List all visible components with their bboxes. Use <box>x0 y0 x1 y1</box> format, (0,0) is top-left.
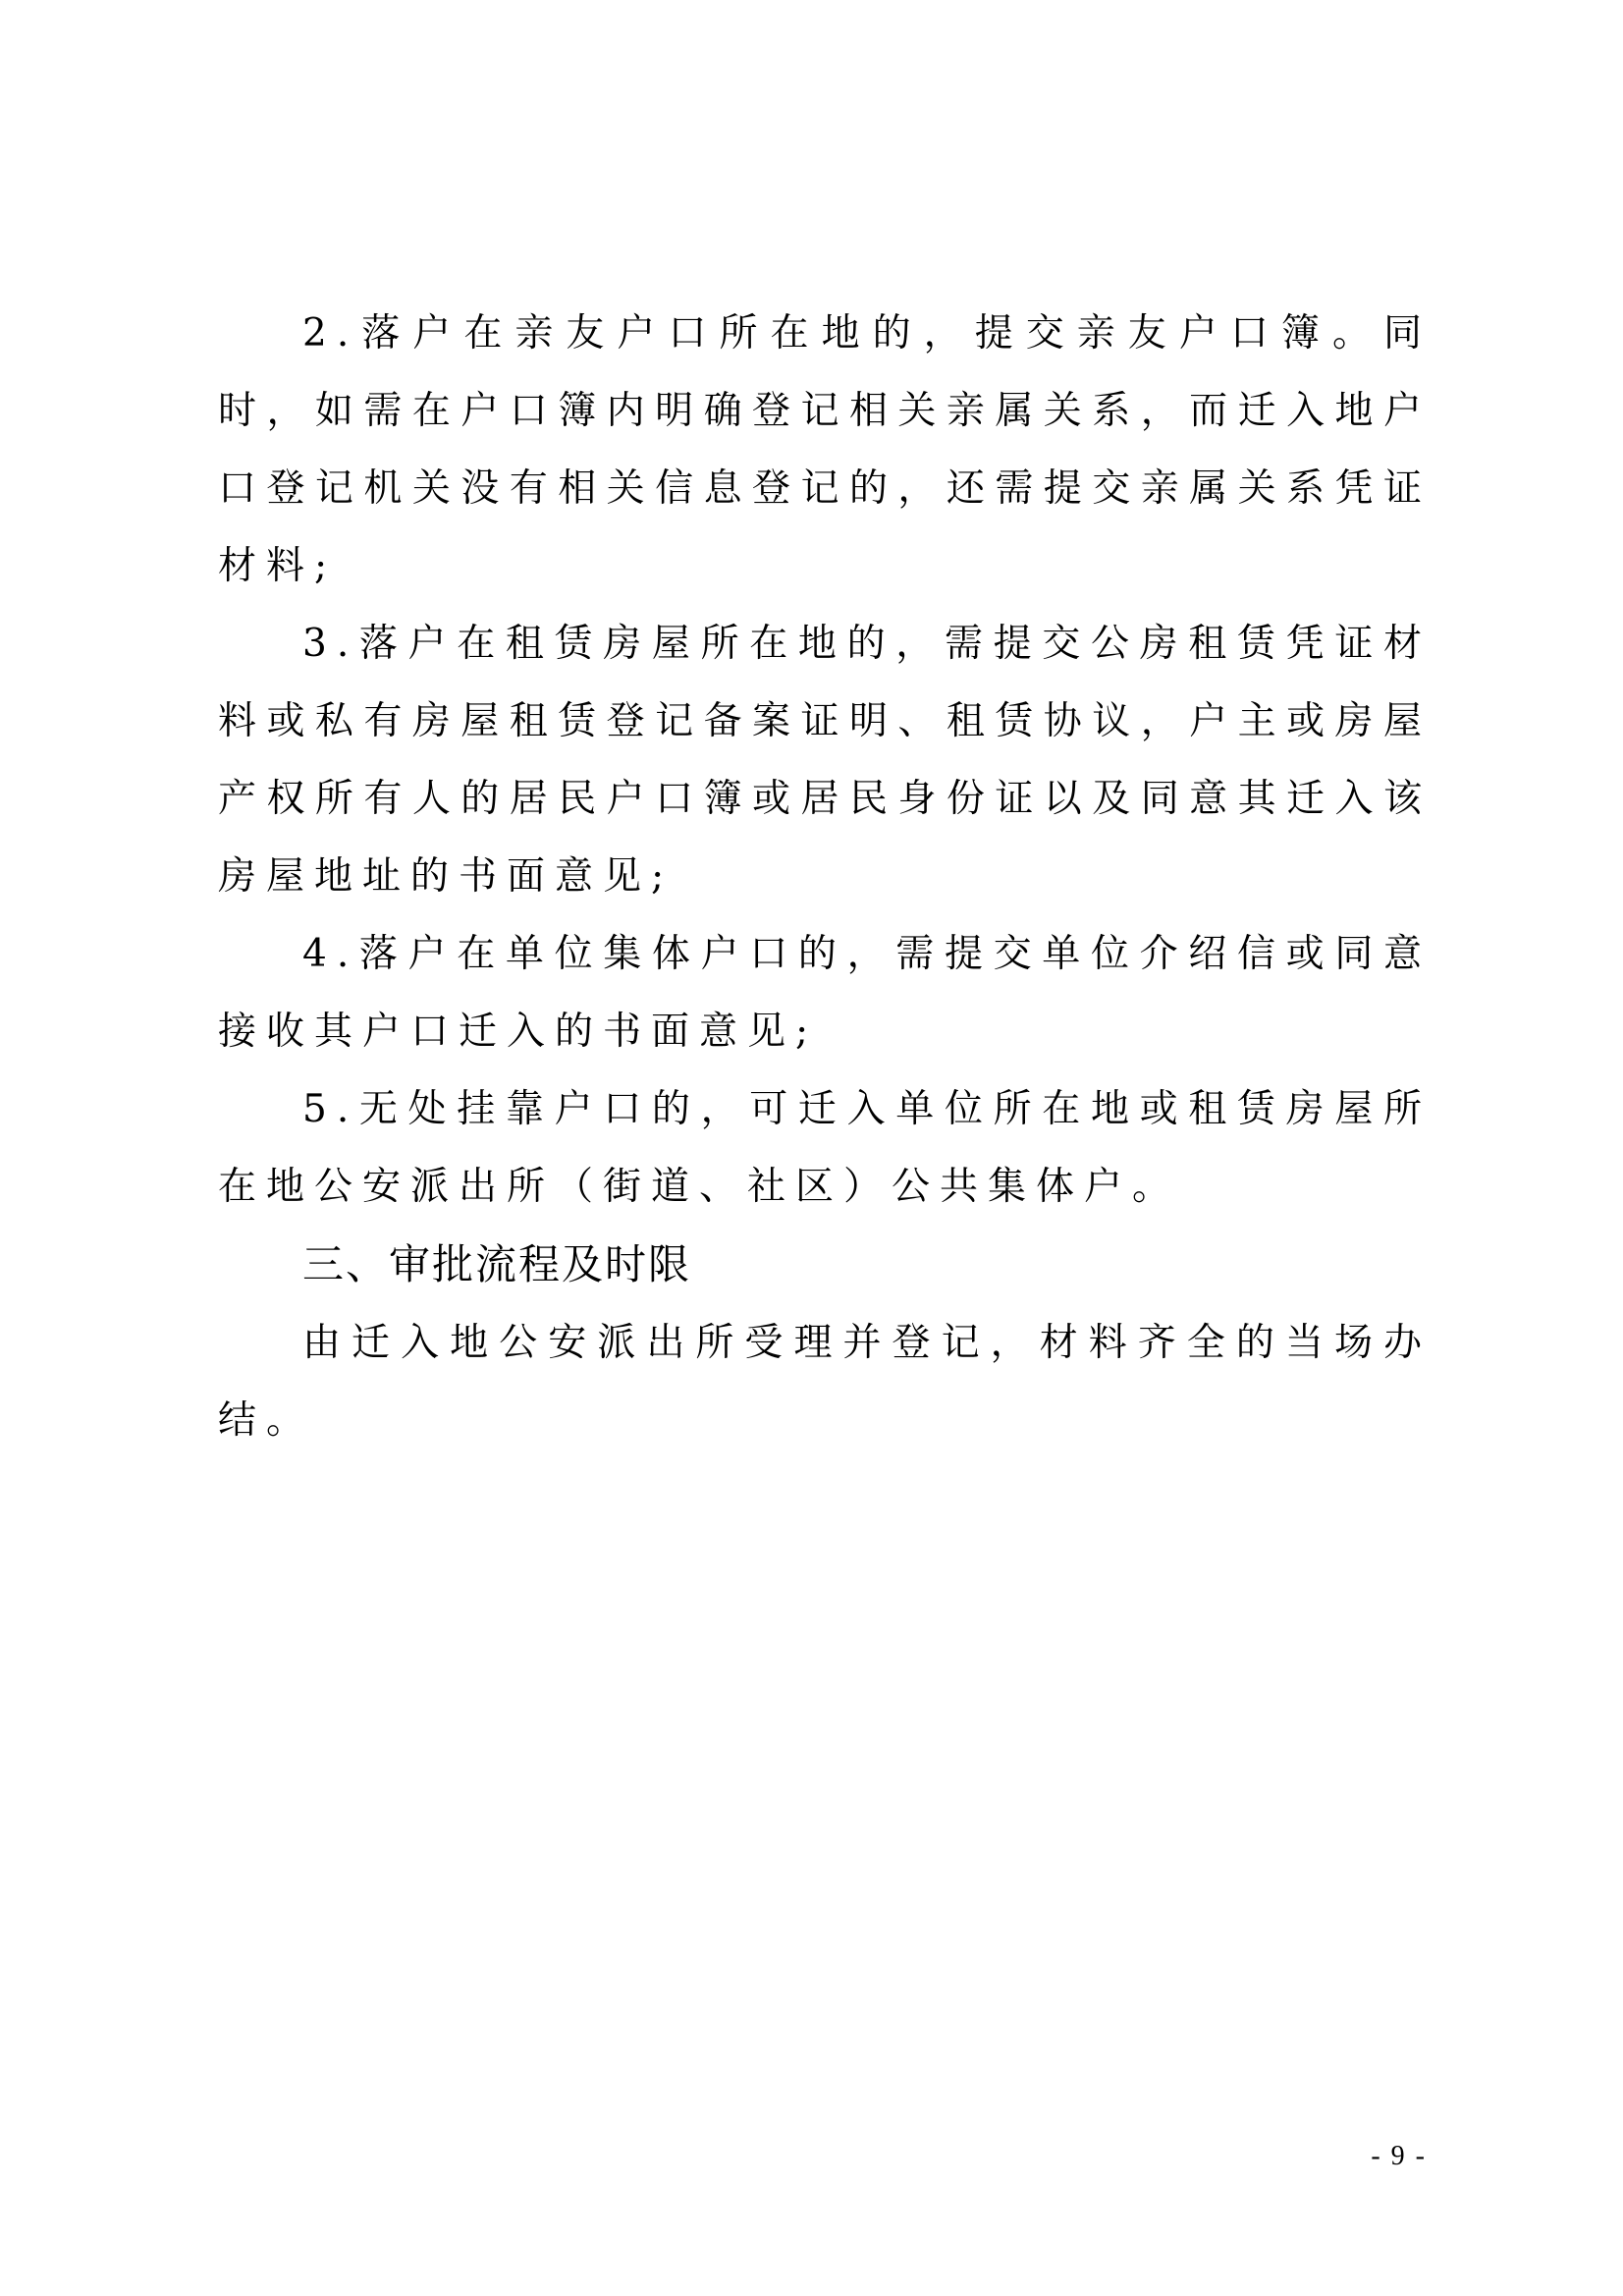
page-number: - 9 - <box>1371 2141 1427 2171</box>
section-heading: 三、审批流程及时限 <box>302 1240 692 1288</box>
paragraph-item-5: 5.无处挂靠户口的，可迁入单位所在地或租赁房屋所在地公安派出所（街道、社区）公共集体户。 <box>218 1087 1432 1209</box>
paragraph-item-4: 4.落户在单位集体户口的，需提交单位介绍信或同意接收其户口迁入的书面意见; <box>218 932 1432 1054</box>
section-paragraph: 由迁入地公安派出所受理并登记，材料齐全的当场办结。 <box>218 1321 1432 1443</box>
paragraph-item-3: 3.落户在租赁房屋所在地的，需提交公房租赁凭证材料或私有房屋租赁登记备案证明、租赁协议，户主或房屋产权所有人的居民户口簿或居民身份证以及同意其迁入该房屋地址的书面意见; <box>218 622 1432 899</box>
document-body <box>218 295 1432 1459</box>
paragraph-item-2: 2.落户在亲友户口所在地的，提交亲友户口簿。同时，如需在户口簿内明确登记相关亲属关系，而迁入地户口登记机关没有相关信息登记的，还需提交亲属关系凭证材料; <box>218 311 1432 588</box>
